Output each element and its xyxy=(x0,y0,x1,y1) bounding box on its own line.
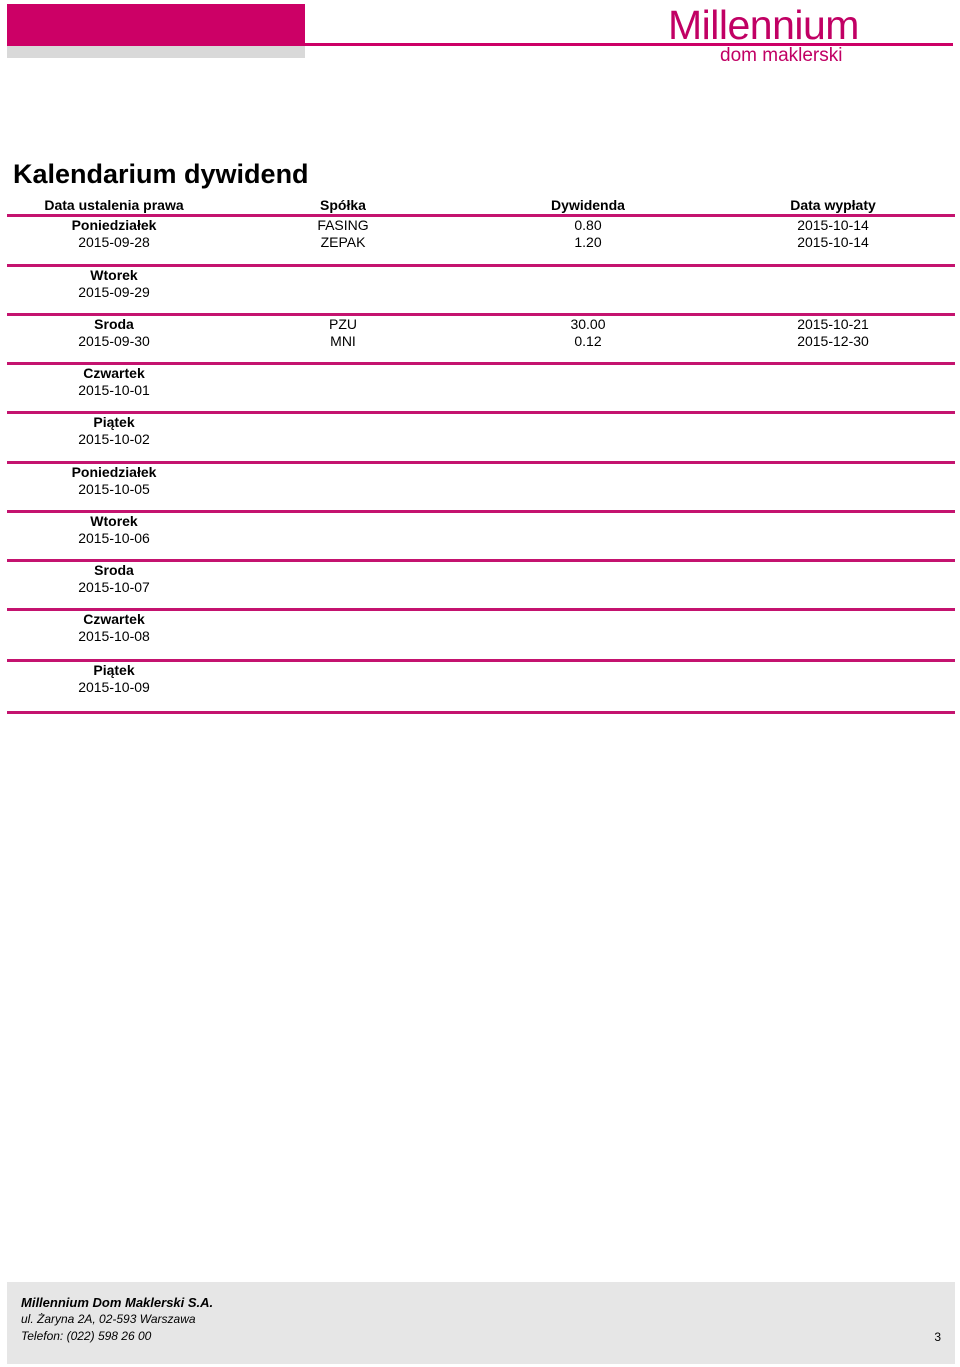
header-color-block xyxy=(7,4,305,46)
column-header-payout-date: Data wypłaty xyxy=(790,197,876,213)
company-cell: FASING xyxy=(317,217,369,233)
record-date: 2015-10-01 xyxy=(78,381,150,398)
payout-date-cell: 2015-10-21 xyxy=(797,316,869,332)
page-number: 3 xyxy=(934,1330,941,1344)
company-cell: ZEPAK xyxy=(320,233,366,250)
column-header-record-date: Data ustalenia prawa xyxy=(44,197,184,213)
dividend-cell: 1.20 xyxy=(574,233,602,250)
footer-company: Millennium Dom Maklerski S.A. xyxy=(21,1295,214,1310)
record-date: 2015-09-29 xyxy=(78,283,150,300)
footer xyxy=(7,1282,955,1364)
day-name: Poniedziałek xyxy=(71,217,157,233)
page-title: Kalendarium dywidend xyxy=(13,159,309,189)
day-name: Piątek xyxy=(93,414,135,430)
record-date: 2015-09-30 xyxy=(78,332,150,349)
column-header-company: Spółka xyxy=(320,197,366,213)
logo-brand: Millennium xyxy=(668,2,859,48)
company-cell: PZU xyxy=(329,316,357,332)
column-header-dividend: Dywidenda xyxy=(551,197,625,213)
header-shadow xyxy=(7,46,305,58)
day-name: Wtorek xyxy=(90,267,138,283)
dividend-cell: 0.12 xyxy=(574,332,602,349)
row-divider xyxy=(7,711,955,714)
day-name: Wtorek xyxy=(90,513,138,529)
millennium-logo xyxy=(668,0,958,70)
record-date: 2015-10-05 xyxy=(78,480,150,497)
dividend-cell: 0.80 xyxy=(574,217,602,233)
record-date: 2015-09-28 xyxy=(78,233,150,250)
record-date: 2015-10-02 xyxy=(78,430,150,447)
record-date: 2015-10-09 xyxy=(78,678,150,695)
day-name: Czwartek xyxy=(83,365,145,381)
logo-subtitle: dom maklerski xyxy=(720,45,843,66)
day-name: Sroda xyxy=(94,316,134,332)
dividend-cell: 30.00 xyxy=(570,316,606,332)
payout-date-cell: 2015-10-14 xyxy=(797,233,869,250)
day-name: Poniedziałek xyxy=(71,464,157,480)
day-name: Piątek xyxy=(93,662,135,678)
record-date: 2015-10-06 xyxy=(78,529,150,546)
day-name: Czwartek xyxy=(83,611,145,627)
record-date: 2015-10-08 xyxy=(78,627,150,644)
record-date: 2015-10-07 xyxy=(78,578,150,595)
day-name: Sroda xyxy=(94,562,134,578)
footer-phone: Telefon: (022) 598 26 00 xyxy=(21,1329,152,1343)
footer-address: ul. Żaryna 2A, 02-593 Warszawa xyxy=(21,1312,196,1326)
payout-date-cell: 2015-10-14 xyxy=(797,217,869,233)
payout-date-cell: 2015-12-30 xyxy=(797,332,869,349)
company-cell: MNI xyxy=(330,332,356,349)
